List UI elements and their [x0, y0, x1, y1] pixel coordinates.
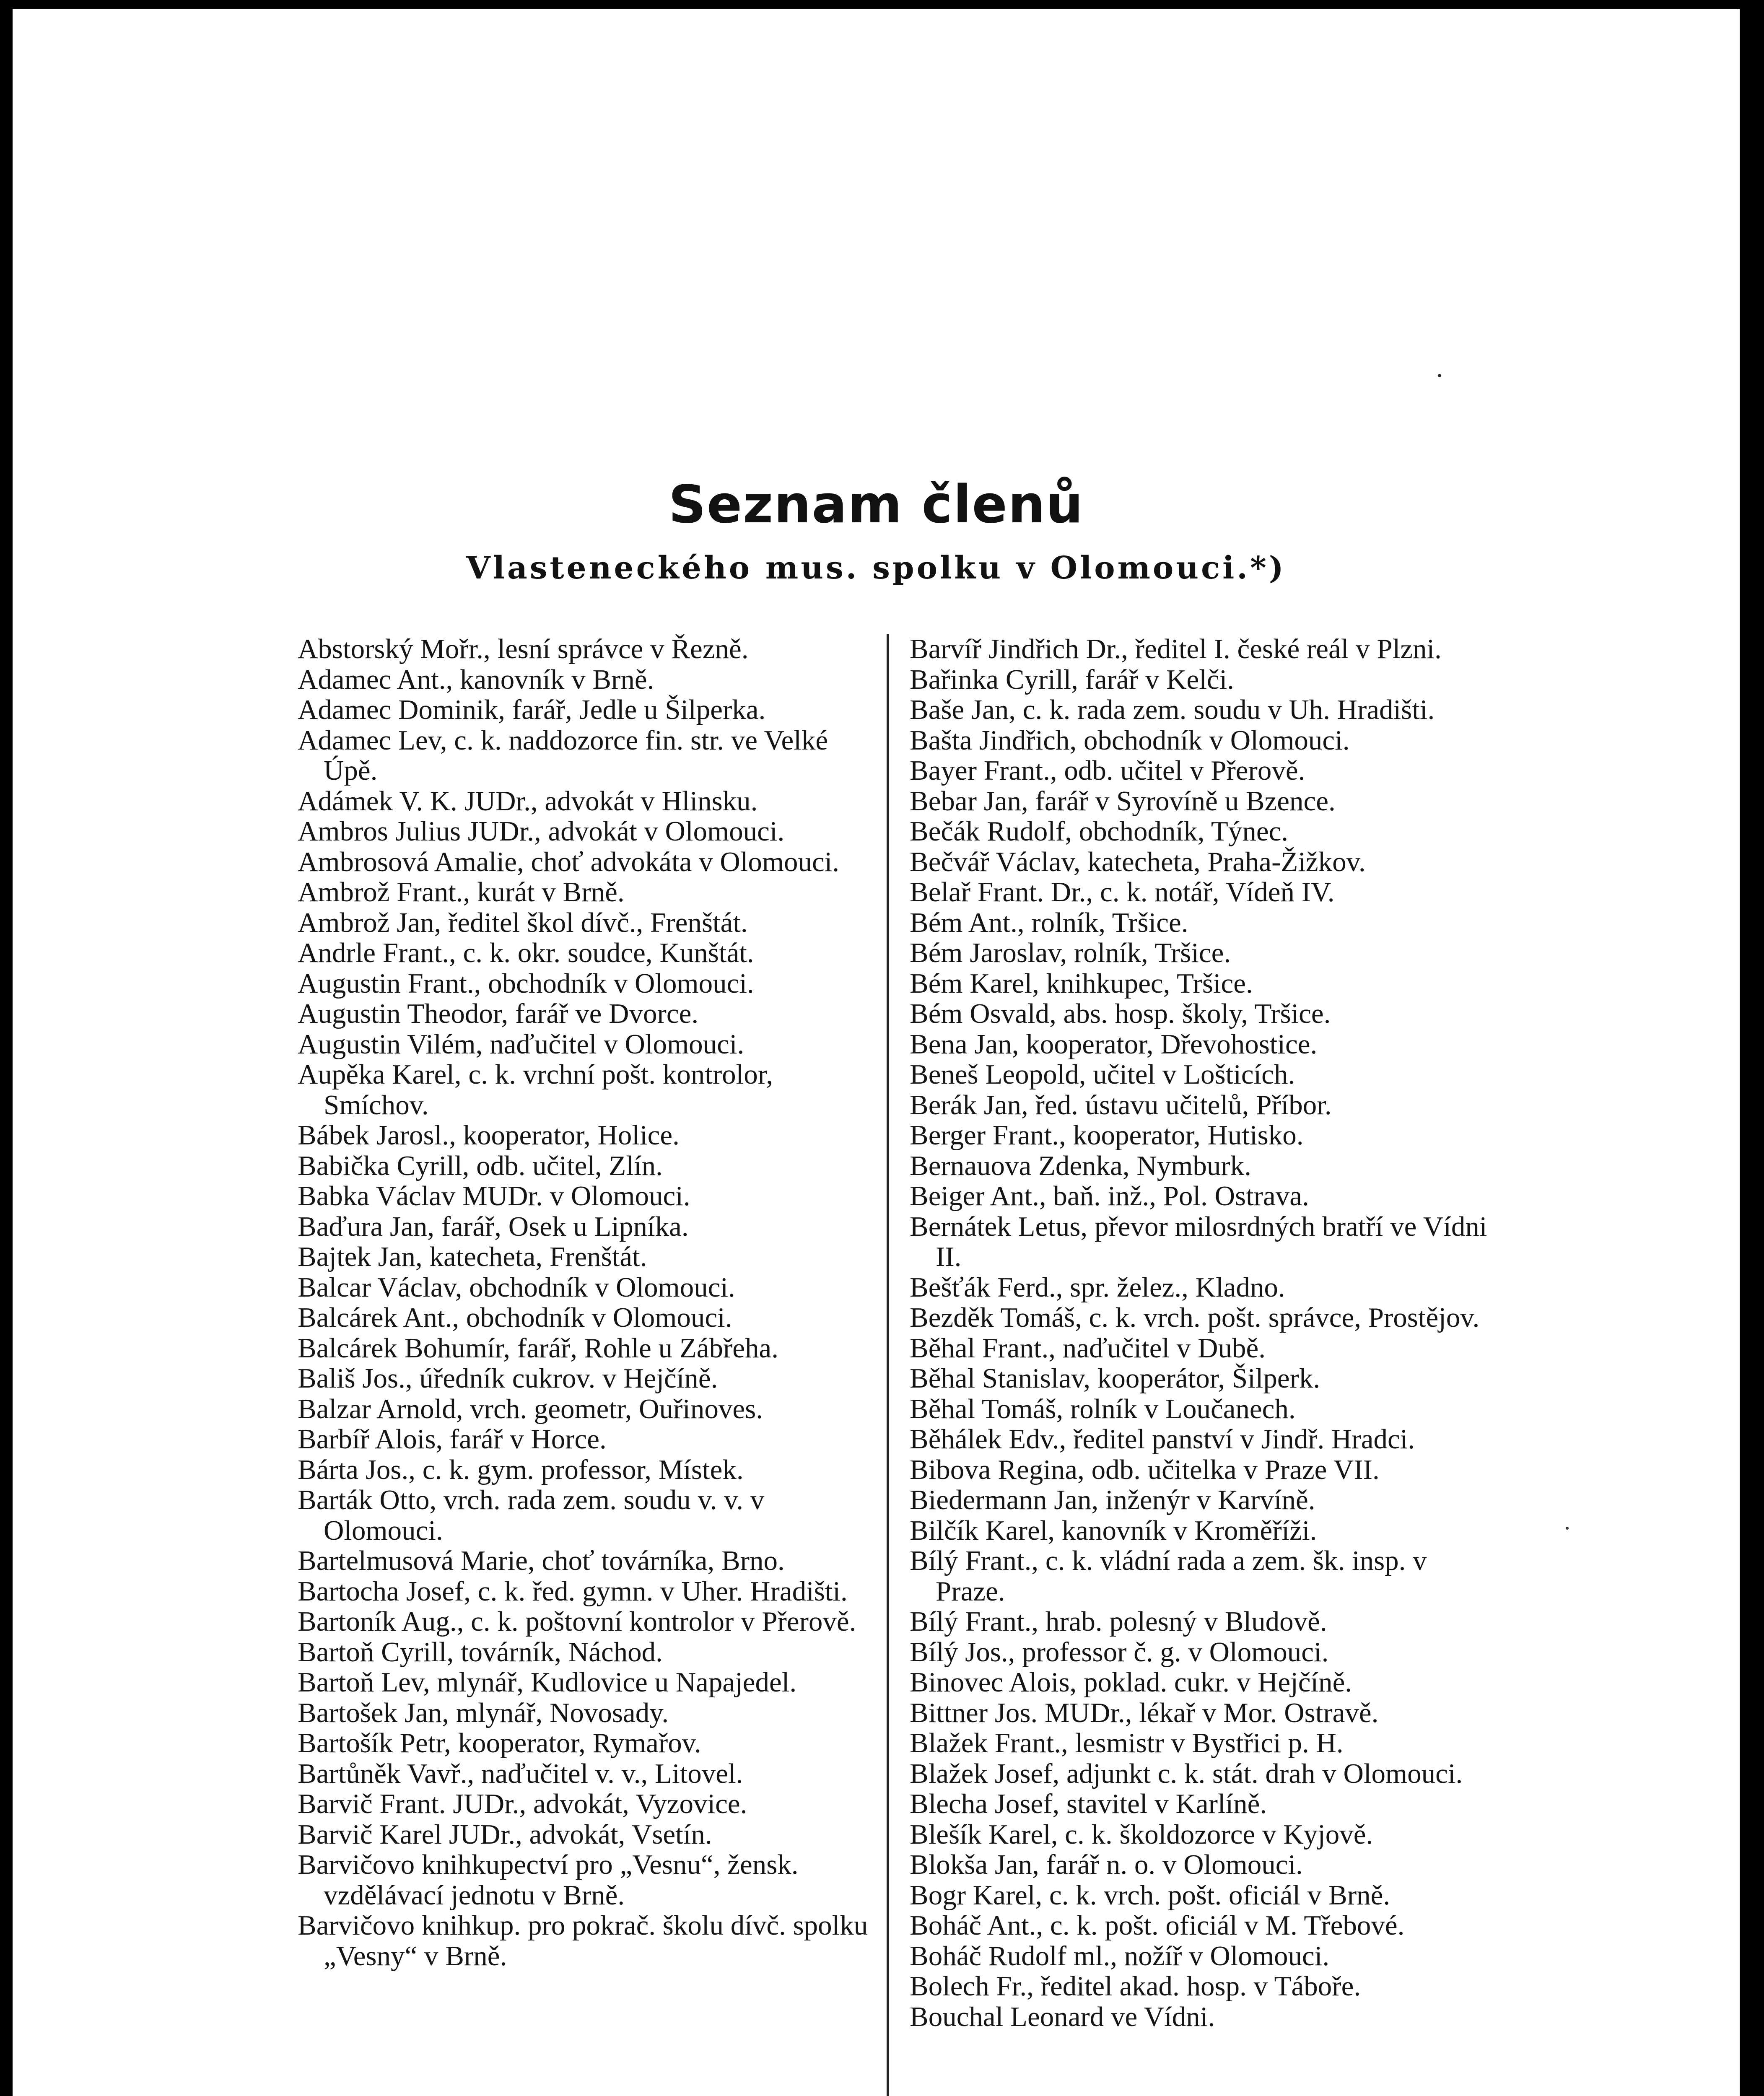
member-entry: Augustin Theodor, farář ve Dvorce. — [298, 998, 699, 1029]
member-entry: Blažek Frant., lesmistr v Bystřici p. H. — [910, 1728, 1344, 1759]
member-entry: Blešík Karel, c. k. školdozorce v Kyjově. — [910, 1818, 1373, 1850]
member-entry: Běhal Frant., naďučitel v Dubě. — [910, 1332, 1266, 1364]
member-entry: Ambrož Jan, ředitel škol dívč., Frenštát. — [298, 907, 748, 938]
member-entry: Balcárek Bohumír, farář, Rohle u Zábřeha. — [298, 1332, 779, 1364]
member-entry: Bena Jan, kooperator, Dřevohostice. — [910, 1028, 1318, 1060]
member-entry: Bernátek Letus, převor milosrdných bratří ve Vídni II. — [910, 1211, 1487, 1272]
member-entry: Bališ Jos., úředník cukrov. v Hejčíně. — [298, 1363, 718, 1394]
member-entry: Baše Jan, c. k. rada zem. soudu v Uh. Hradišti. — [910, 694, 1435, 725]
member-entry: Aupěka Karel, c. k. vrchní pošt. kontrolor, Smíchov. — [298, 1059, 773, 1121]
member-entry: Bartoň Cyrill, továrník, Náchod. — [298, 1636, 663, 1668]
member-entry: Bartoň Lev, mlynář, Kudlovice u Napajedel. — [298, 1667, 797, 1698]
member-entry: Biedermann Jan, inženýr v Karvíně. — [910, 1484, 1315, 1515]
member-entry: Bílý Frant., hrab. polesný v Bludově. — [910, 1606, 1327, 1637]
member-entry: Bečák Rudolf, obchodník, Týnec. — [910, 816, 1289, 847]
member-entry: Bittner Jos. MUDr., lékař v Mor. Ostravě. — [910, 1697, 1379, 1728]
member-entry: Berák Jan, řed. ústavu učitelů, Příbor. — [910, 1089, 1332, 1121]
column-divider — [887, 634, 889, 2096]
member-entry: Augustin Frant., obchodník v Olomouci. — [298, 968, 754, 999]
member-entry: Balcar Václav, obchodník v Olomouci. — [298, 1271, 735, 1303]
member-entry: Balzar Arnold, vrch. geometr, Ouřinoves. — [298, 1393, 763, 1424]
member-entry: Bém Osvald, abs. hosp. školy, Tršice. — [910, 998, 1331, 1029]
member-entry: Beiger Ant., baň. inž., Pol. Ostrava. — [910, 1180, 1309, 1211]
member-entry: Bartůněk Vavř., naďučitel v. v., Litovel. — [298, 1758, 743, 1789]
member-entry: Blokša Jan, farář n. o. v Olomouci. — [910, 1849, 1303, 1880]
member-entry: Bílý Frant., c. k. vládní rada a zem. šk. insp. v Praze. — [910, 1545, 1427, 1607]
scan-speck — [1438, 374, 1441, 377]
member-entry: Ambros Julius JUDr., advokát v Olomouci. — [298, 816, 785, 847]
member-entry: Bartocha Josef, c. k. řed. gymn. v Uher. Hradišti. — [298, 1575, 848, 1607]
member-entry: Bolech Fr., ředitel akad. hosp. v Táboře. — [910, 1971, 1361, 2002]
document-page — [13, 9, 1740, 2096]
member-entry: Bartelmusová Marie, choť továrníka, Brno. — [298, 1545, 785, 1576]
member-entry: Blažek Josef, adjunkt c. k. stát. drah v Olomouci. — [910, 1758, 1463, 1789]
member-entry: Bešťák Ferd., spr. želez., Kladno. — [910, 1271, 1285, 1303]
member-entry: Bajtek Jan, katecheta, Frenštát. — [298, 1241, 647, 1272]
member-entry: Bartoník Aug., c. k. poštovní kontrolor v Přerově. — [298, 1606, 856, 1637]
member-entry: Bouchal Leonard ve Vídni. — [910, 2001, 1215, 2032]
member-entry: Běhal Stanislav, kooperátor, Šilperk. — [910, 1363, 1320, 1394]
member-entry: Barbíř Alois, farář v Horce. — [298, 1424, 607, 1455]
member-entry: Adámek V. K. JUDr., advokát v Hlinsku. — [298, 785, 758, 817]
member-entry: Babka Václav MUDr. v Olomouci. — [298, 1180, 690, 1211]
scan-speck — [1566, 1527, 1569, 1530]
member-entry: Běhálek Edv., ředitel panství v Jindř. Hradci. — [910, 1424, 1415, 1455]
member-entry: Boháč Ant., c. k. pošt. oficiál v M. Třebové. — [910, 1910, 1405, 1941]
member-entry: Ambrosová Amalie, choť advokáta v Olomouci. — [298, 846, 840, 877]
member-entry: Babička Cyrill, odb. učitel, Zlín. — [298, 1150, 663, 1181]
member-entry: Bezděk Tomáš, c. k. vrch. pošt. správce, Prostějov. — [910, 1302, 1480, 1333]
member-entry: Bogr Karel, c. k. vrch. pošt. oficiál v Brně. — [910, 1879, 1390, 1911]
member-entry: Ambrož Frant., kurát v Brně. — [298, 877, 625, 908]
member-entry: Bašta Jindřich, obchodník v Olomouci. — [910, 724, 1350, 756]
page-subtitle: Vlasteneckého mus. spolku v Olomouci.*) — [466, 550, 1286, 586]
member-entry: Adamec Ant., kanovník v Brně. — [298, 664, 654, 695]
member-entry: Balcárek Ant., obchodník v Olomouci. — [298, 1302, 732, 1333]
member-entry: Barvič Karel JUDr., advokát, Vsetín. — [298, 1818, 712, 1850]
page-title: Seznam členů — [668, 475, 1084, 535]
member-entry: Bebar Jan, farář v Syrovíně u Bzence. — [910, 785, 1336, 817]
member-entry: Baďura Jan, farář, Osek u Lipníka. — [298, 1211, 689, 1242]
member-entry: Bílý Jos., professor č. g. v Olomouci. — [910, 1636, 1329, 1668]
member-entry: Bernauova Zdenka, Nymburk. — [910, 1150, 1251, 1181]
member-entry: Boháč Rudolf ml., nožíř v Olomouci. — [910, 1940, 1330, 1971]
member-entry: Bém Jaroslav, rolník, Tršice. — [910, 937, 1231, 968]
member-entry: Abstorský Mořr., lesní správce v Řezně. — [298, 633, 749, 664]
member-entry: Barták Otto, vrch. rada zem. soudu v. v. v Olomouci. — [298, 1484, 765, 1546]
member-entry: Barvíř Jindřich Dr., ředitel I. české reál v Plzni. — [910, 633, 1442, 664]
member-entry: Bayer Frant., odb. učitel v Přerově. — [910, 755, 1305, 786]
member-entry: Bartošík Petr, kooperator, Rymařov. — [298, 1728, 701, 1759]
member-list-left-column — [298, 634, 876, 1971]
member-entry: Bartošek Jan, mlynář, Novosady. — [298, 1697, 669, 1728]
member-entry: Augustin Vilém, naďučitel v Olomouci. — [298, 1028, 745, 1060]
member-entry: Adamec Lev, c. k. naddozorce fin. str. ve Velké Úpě. — [298, 724, 828, 786]
member-entry: Barvičovo knihkup. pro pokrač. školu dívč. spolku „Vesny“ v Brně. — [298, 1910, 868, 1971]
member-entry: Bařinka Cyrill, farář v Kelči. — [910, 664, 1234, 695]
member-entry: Bibova Regina, odb. učitelka v Praze VII. — [910, 1454, 1380, 1485]
member-entry: Berger Frant., kooperator, Hutisko. — [910, 1120, 1304, 1151]
member-entry: Blecha Josef, stavitel v Karlíně. — [910, 1788, 1267, 1819]
member-entry: Binovec Alois, poklad. cukr. v Hejčíně. — [910, 1667, 1352, 1698]
member-entry: Andrle Frant., c. k. okr. soudce, Kunštát. — [298, 937, 754, 968]
member-entry: Bém Ant., rolník, Tršice. — [910, 907, 1188, 938]
member-entry: Bárta Jos., c. k. gym. professor, Místek. — [298, 1454, 744, 1485]
member-entry: Belař Frant. Dr., c. k. notář, Vídeň IV. — [910, 877, 1335, 908]
member-entry: Bečvář Václav, katecheta, Praha-Žižkov. — [910, 846, 1366, 877]
member-entry: Adamec Dominik, farář, Jedle u Šilperka. — [298, 694, 766, 725]
member-entry: Bém Karel, knihkupec, Tršice. — [910, 968, 1253, 999]
member-entry: Barvič Frant. JUDr., advokát, Vyzovice. — [298, 1788, 747, 1819]
member-entry: Běhal Tomáš, rolník v Loučanech. — [910, 1393, 1296, 1424]
member-entry: Beneš Leopold, učitel v Lošticích. — [910, 1059, 1295, 1090]
member-list-right-column — [910, 634, 1497, 2032]
member-entry: Barvičovo knihkupectví pro „Vesnu“, žensk. vzdělávací jednotu v Brně. — [298, 1849, 799, 1911]
member-entry: Bábek Jarosl., kooperator, Holice. — [298, 1120, 680, 1151]
member-entry: Bilčík Karel, kanovník v Kroměříži. — [910, 1515, 1317, 1546]
